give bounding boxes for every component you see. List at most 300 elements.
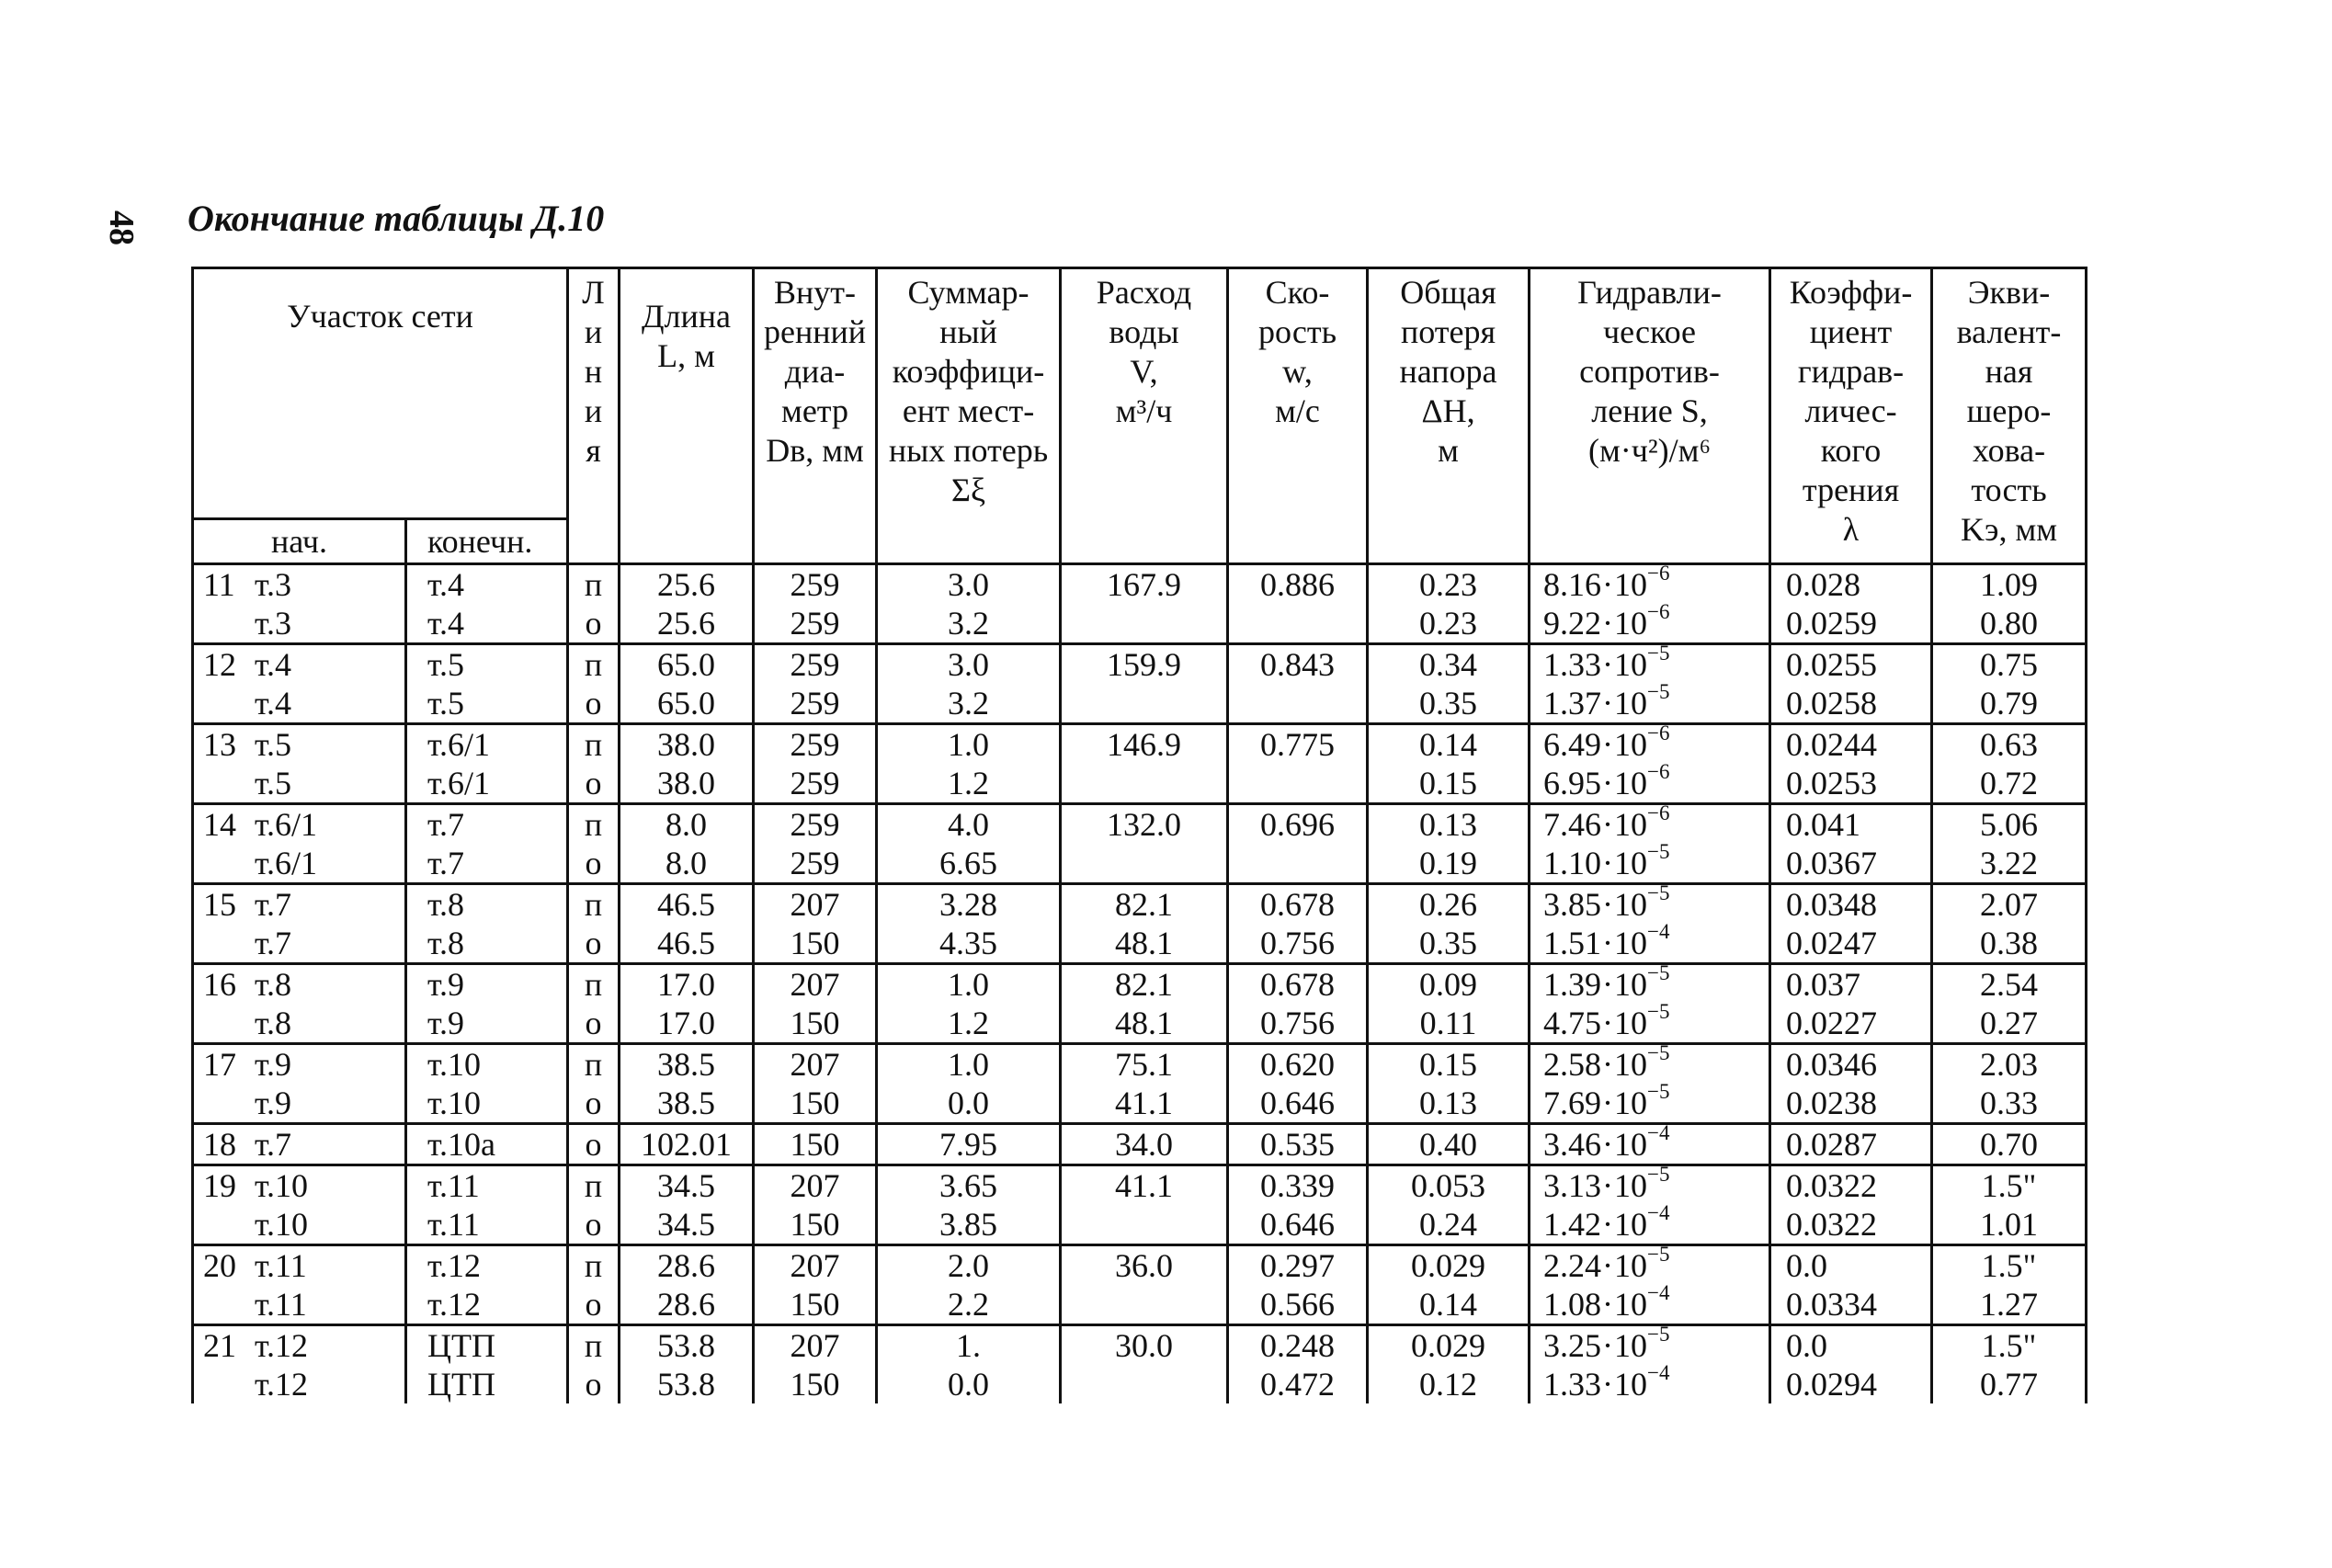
cell-resistance: $8.16\cdot 10^{-6}$	[1530, 564, 1770, 605]
cell-velocity	[1228, 804, 1368, 845]
cell-velocity	[1228, 1205, 1368, 1245]
cell-diameter	[754, 1325, 877, 1366]
head-loss-value: 0.14	[1419, 726, 1478, 763]
head-loss-value: 0.15	[1419, 1046, 1478, 1083]
start-point: т.8	[255, 966, 292, 1003]
cell-line	[568, 1205, 620, 1245]
cell-friction	[1770, 844, 1932, 884]
cell-roughness	[1932, 1365, 2087, 1403]
resistance-exponent: −6	[1647, 600, 1670, 623]
cell-resistance: $1.51\cdot 10^{-4}$	[1530, 924, 1770, 964]
zeta-value: 2.0	[948, 1247, 990, 1284]
table-row	[193, 924, 2087, 964]
cell-line	[568, 884, 620, 925]
zeta-value: 1.2	[948, 765, 990, 801]
flow-value: 41.1	[1115, 1167, 1174, 1204]
friction-value: 0.0367	[1786, 845, 1878, 881]
cell-end	[406, 964, 568, 1005]
header-diameter: Внут- ренний диа- метр Dв, мм	[754, 268, 877, 564]
resistance-exponent: −5	[1647, 881, 1670, 904]
cell-start	[193, 804, 406, 845]
cell-resistance: $1.39\cdot 10^{-5}$	[1530, 964, 1770, 1005]
velocity-value: 0.646	[1260, 1085, 1336, 1121]
head-loss-value: 0.34	[1419, 646, 1478, 683]
table-row	[193, 644, 2087, 685]
cell-length	[620, 844, 754, 884]
head-loss-value: 0.23	[1419, 566, 1478, 603]
cell-roughness	[1932, 1245, 2087, 1286]
roughness-value: 1.5"	[1981, 1247, 2037, 1284]
cell-diameter	[754, 1004, 877, 1044]
resistance-mantissa: 6.95	[1543, 765, 1602, 801]
length-value: 38.0	[657, 765, 716, 801]
roughness-value: 1.5"	[1981, 1167, 2037, 1204]
roughness-value: 0.63	[1980, 726, 2039, 763]
length-value: 46.5	[657, 886, 716, 923]
zeta-value: 4.0	[948, 806, 990, 843]
flow-value: 48.1	[1115, 1005, 1174, 1041]
cell-length	[620, 644, 754, 685]
head-loss-value: 0.11	[1419, 1005, 1477, 1041]
cell-friction	[1770, 564, 1932, 605]
cell-head-loss	[1368, 1004, 1530, 1044]
cell-end	[406, 924, 568, 964]
flow-value: 82.1	[1115, 966, 1174, 1003]
cell-velocity	[1228, 644, 1368, 685]
cell-flow	[1061, 1365, 1228, 1403]
resistance-mantissa: 6.49	[1543, 726, 1602, 763]
table-row	[193, 844, 2087, 884]
length-value: 53.8	[657, 1366, 716, 1403]
cell-end	[406, 884, 568, 925]
cell-roughness	[1932, 644, 2087, 685]
velocity-value: 0.678	[1260, 886, 1336, 923]
header-velocity: Ско- рость w, м/с	[1228, 268, 1368, 564]
line-type: п	[584, 1167, 603, 1204]
cell-diameter	[754, 1205, 877, 1245]
line-type: п	[584, 646, 603, 683]
header-length: Длина L, м	[620, 268, 754, 564]
cell-length	[620, 604, 754, 644]
cell-zeta	[877, 1044, 1061, 1085]
cell-resistance: $2.24\cdot 10^{-5}$	[1530, 1245, 1770, 1286]
cell-line	[568, 684, 620, 724]
cell-resistance: $3.25\cdot 10^{-5}$	[1530, 1325, 1770, 1366]
start-point: т.12	[255, 1327, 309, 1364]
zeta-value: 0.0	[948, 1085, 990, 1121]
start-point: т.3	[255, 605, 292, 642]
cell-end	[406, 564, 568, 605]
roughness-value: 0.75	[1980, 646, 2039, 683]
head-loss-value: 0.26	[1419, 886, 1478, 923]
cell-end	[406, 1124, 568, 1165]
cell-velocity	[1228, 1365, 1368, 1403]
resistance-exponent: −6	[1647, 562, 1670, 585]
table-row	[193, 1205, 2087, 1245]
cell-end	[406, 1325, 568, 1366]
cell-length	[620, 1124, 754, 1165]
length-value: 25.6	[657, 605, 716, 642]
zeta-value: 1.2	[948, 1005, 990, 1041]
cell-line	[568, 644, 620, 685]
cell-flow	[1061, 724, 1228, 765]
cell-friction	[1770, 804, 1932, 845]
flow-value: 167.9	[1107, 566, 1182, 603]
cell-roughness	[1932, 764, 2087, 804]
length-value: 102.01	[641, 1126, 733, 1163]
cell-line	[568, 604, 620, 644]
cell-start	[193, 644, 406, 685]
length-value: 28.6	[657, 1286, 716, 1323]
zeta-value: 3.2	[948, 685, 990, 722]
length-value: 17.0	[657, 966, 716, 1003]
cell-flow	[1061, 764, 1228, 804]
cell-head-loss	[1368, 884, 1530, 925]
roughness-value: 0.80	[1980, 605, 2039, 642]
cell-velocity	[1228, 964, 1368, 1005]
cell-length	[620, 684, 754, 724]
cell-end	[406, 684, 568, 724]
velocity-value: 0.678	[1260, 966, 1336, 1003]
roughness-value: 0.38	[1980, 925, 2039, 961]
table-row	[193, 1124, 2087, 1165]
zeta-value: 7.95	[939, 1126, 998, 1163]
table-body	[193, 564, 2087, 1404]
start-point: т.6/1	[255, 845, 318, 881]
end-point: т.10	[427, 1085, 482, 1121]
flow-value: 48.1	[1115, 925, 1174, 961]
cell-start	[193, 1044, 406, 1085]
cell-velocity	[1228, 1285, 1368, 1325]
resistance-exponent: −5	[1647, 1080, 1670, 1103]
length-value: 25.6	[657, 566, 716, 603]
resistance-mantissa: 1.33	[1543, 1366, 1602, 1403]
cell-friction	[1770, 924, 1932, 964]
head-loss-value: 0.19	[1419, 845, 1478, 881]
cell-resistance: $6.49\cdot 10^{-6}$	[1530, 724, 1770, 765]
section-number: 18	[203, 1126, 236, 1163]
resistance-mantissa: 2.24	[1543, 1247, 1602, 1284]
cell-line	[568, 1124, 620, 1165]
line-type: п	[584, 726, 603, 763]
cell-end	[406, 1004, 568, 1044]
cell-resistance: $7.46\cdot 10^{-6}$	[1530, 804, 1770, 845]
end-point: ЦТП	[427, 1327, 495, 1364]
cell-flow	[1061, 684, 1228, 724]
resistance-exponent: −6	[1647, 760, 1670, 783]
start-point: т.10	[255, 1206, 309, 1243]
cell-line	[568, 1365, 620, 1403]
line-type: п	[584, 1327, 603, 1364]
cell-end	[406, 1285, 568, 1325]
cell-roughness	[1932, 964, 2087, 1005]
line-type: о	[585, 1005, 602, 1041]
cell-start	[193, 1245, 406, 1286]
zeta-value: 3.2	[948, 605, 990, 642]
velocity-value: 0.646	[1260, 1206, 1336, 1243]
line-type: п	[584, 886, 603, 923]
cell-head-loss	[1368, 1245, 1530, 1286]
head-loss-value: 0.15	[1419, 765, 1478, 801]
head-loss-value: 0.40	[1419, 1126, 1478, 1163]
cell-flow	[1061, 1084, 1228, 1124]
cell-flow	[1061, 604, 1228, 644]
cell-head-loss	[1368, 1285, 1530, 1325]
cell-velocity	[1228, 1325, 1368, 1366]
length-value: 38.0	[657, 726, 716, 763]
resistance-exponent: −6	[1647, 722, 1670, 744]
cell-line	[568, 804, 620, 845]
cell-friction	[1770, 1285, 1932, 1325]
velocity-value: 0.297	[1260, 1247, 1336, 1284]
flow-value: 36.0	[1115, 1247, 1174, 1284]
cell-resistance: $3.13\cdot 10^{-5}$	[1530, 1165, 1770, 1206]
velocity-value: 0.472	[1260, 1366, 1336, 1403]
end-point: т.11	[427, 1206, 480, 1243]
cell-diameter	[754, 684, 877, 724]
resistance-exponent: −5	[1647, 1243, 1670, 1266]
start-point: т.6/1	[255, 806, 318, 843]
cell-velocity	[1228, 604, 1368, 644]
section-number: 13	[203, 726, 236, 763]
cell-velocity	[1228, 564, 1368, 605]
start-point: т.7	[255, 1126, 292, 1163]
section-number: 21	[203, 1327, 236, 1364]
cell-start	[193, 684, 406, 724]
friction-value: 0.037	[1786, 966, 1861, 1003]
table-row	[193, 1044, 2087, 1085]
cell-diameter	[754, 844, 877, 884]
cell-flow	[1061, 1285, 1228, 1325]
line-type: о	[585, 1286, 602, 1323]
friction-value: 0.0244	[1786, 726, 1878, 763]
cell-start	[193, 1205, 406, 1245]
cell-zeta	[877, 724, 1061, 765]
cell-diameter	[754, 1084, 877, 1124]
cell-zeta	[877, 1124, 1061, 1165]
cell-end	[406, 844, 568, 884]
resistance-exponent: −4	[1647, 1201, 1670, 1224]
cell-head-loss	[1368, 604, 1530, 644]
cell-head-loss	[1368, 844, 1530, 884]
cell-zeta	[877, 1004, 1061, 1044]
cell-head-loss	[1368, 924, 1530, 964]
head-loss-value: 0.12	[1419, 1366, 1478, 1403]
cell-length	[620, 1165, 754, 1206]
cell-friction	[1770, 1084, 1932, 1124]
line-type: п	[584, 1247, 603, 1284]
friction-value: 0.0247	[1786, 925, 1878, 961]
cell-resistance: $1.33\cdot 10^{-4}$	[1530, 1365, 1770, 1403]
line-type: п	[584, 806, 603, 843]
start-point: т.3	[255, 566, 292, 603]
diameter-value: 259	[790, 685, 840, 722]
resistance-mantissa: 1.33	[1543, 646, 1602, 683]
cell-head-loss	[1368, 1124, 1530, 1165]
start-point: т.4	[255, 685, 292, 722]
cell-start	[193, 764, 406, 804]
friction-value: 0.028	[1786, 566, 1861, 603]
page-number: 48	[102, 210, 141, 245]
cell-start	[193, 884, 406, 925]
header-line: Л и н и я	[568, 268, 620, 564]
cell-head-loss	[1368, 964, 1530, 1005]
cell-head-loss	[1368, 1325, 1530, 1366]
diameter-value: 207	[790, 1167, 840, 1204]
end-point: т.8	[427, 886, 465, 923]
cell-roughness	[1932, 804, 2087, 845]
cell-diameter	[754, 1165, 877, 1206]
head-loss-value: 0.029	[1411, 1247, 1486, 1284]
cell-length	[620, 1365, 754, 1403]
diameter-value: 259	[790, 806, 840, 843]
resistance-mantissa: 7.69	[1543, 1085, 1602, 1121]
zeta-value: 3.0	[948, 646, 990, 683]
start-point: т.8	[255, 1005, 292, 1041]
resistance-exponent: −5	[1647, 642, 1670, 665]
cell-flow	[1061, 1245, 1228, 1286]
diameter-value: 259	[790, 566, 840, 603]
cell-start	[193, 604, 406, 644]
line-type: п	[584, 966, 603, 1003]
cell-roughness	[1932, 1084, 2087, 1124]
resistance-mantissa: 1.39	[1543, 966, 1602, 1003]
cell-diameter	[754, 764, 877, 804]
diameter-value: 150	[790, 1366, 840, 1403]
cell-diameter	[754, 884, 877, 925]
cell-zeta	[877, 884, 1061, 925]
cell-head-loss	[1368, 644, 1530, 685]
length-value: 8.0	[665, 845, 708, 881]
table-row	[193, 804, 2087, 845]
cell-length	[620, 924, 754, 964]
head-loss-value: 0.13	[1419, 806, 1478, 843]
friction-value: 0.0346	[1786, 1046, 1878, 1083]
velocity-value: 0.339	[1260, 1167, 1336, 1204]
end-point: т.11	[427, 1167, 480, 1204]
start-point: т.7	[255, 925, 292, 961]
cell-flow	[1061, 1165, 1228, 1206]
header-section: Участок сети	[193, 268, 568, 519]
cell-velocity	[1228, 1084, 1368, 1124]
start-point: т.7	[255, 886, 292, 923]
cell-friction	[1770, 1044, 1932, 1085]
table-header	[193, 268, 2087, 564]
cell-start	[193, 1004, 406, 1044]
section-number: 17	[203, 1046, 236, 1083]
roughness-value: 2.07	[1980, 886, 2039, 923]
diameter-value: 259	[790, 765, 840, 801]
cell-diameter	[754, 644, 877, 685]
line-type: о	[585, 685, 602, 722]
cell-resistance: $1.37\cdot 10^{-5}$	[1530, 684, 1770, 724]
resistance-exponent: −6	[1647, 801, 1670, 824]
length-value: 8.0	[665, 806, 708, 843]
friction-value: 0.0287	[1786, 1126, 1878, 1163]
length-value: 38.5	[657, 1085, 716, 1121]
friction-value: 0.0227	[1786, 1005, 1878, 1041]
cell-diameter	[754, 1044, 877, 1085]
cell-flow	[1061, 964, 1228, 1005]
cell-zeta	[877, 1365, 1061, 1403]
friction-value: 0.0	[1786, 1247, 1828, 1284]
cell-friction	[1770, 1004, 1932, 1044]
cell-flow	[1061, 1004, 1228, 1044]
end-point: т.9	[427, 1005, 465, 1041]
cell-end	[406, 804, 568, 845]
section-number: 20	[203, 1247, 236, 1284]
resistance-exponent: −5	[1647, 1041, 1670, 1064]
diameter-value: 259	[790, 726, 840, 763]
cell-roughness	[1932, 564, 2087, 605]
cell-friction	[1770, 1365, 1932, 1403]
resistance-mantissa: 3.85	[1543, 886, 1602, 923]
cell-diameter	[754, 724, 877, 765]
cell-resistance: $4.75\cdot 10^{-5}$	[1530, 1004, 1770, 1044]
resistance-exponent: −5	[1647, 840, 1670, 863]
velocity-value: 0.756	[1260, 1005, 1336, 1041]
section-number: 11	[203, 566, 235, 603]
friction-value: 0.0348	[1786, 886, 1878, 923]
diameter-value: 207	[790, 1247, 840, 1284]
end-point: т.5	[427, 646, 465, 683]
cell-zeta	[877, 1205, 1061, 1245]
cell-velocity	[1228, 764, 1368, 804]
cell-head-loss	[1368, 1365, 1530, 1403]
cell-roughness	[1932, 884, 2087, 925]
roughness-value: 1.27	[1980, 1286, 2039, 1323]
flow-value: 34.0	[1115, 1126, 1174, 1163]
end-point: ЦТП	[427, 1366, 495, 1403]
diameter-value: 259	[790, 646, 840, 683]
cell-length	[620, 724, 754, 765]
resistance-mantissa: 8.16	[1543, 566, 1602, 603]
end-point: т.5	[427, 685, 465, 722]
cell-velocity	[1228, 684, 1368, 724]
cell-start	[193, 564, 406, 605]
end-point: т.8	[427, 925, 465, 961]
end-point: т.10	[427, 1046, 482, 1083]
flow-value: 82.1	[1115, 886, 1174, 923]
zeta-value: 2.2	[948, 1286, 990, 1323]
end-point: т.12	[427, 1247, 482, 1284]
start-point: т.10	[255, 1167, 309, 1204]
roughness-value: 3.22	[1980, 845, 2039, 881]
cell-start	[193, 964, 406, 1005]
cell-diameter	[754, 964, 877, 1005]
zeta-value: 1.0	[948, 1046, 990, 1083]
line-type: о	[585, 845, 602, 881]
cell-flow	[1061, 884, 1228, 925]
length-value: 65.0	[657, 646, 716, 683]
cell-roughness	[1932, 684, 2087, 724]
cell-zeta	[877, 684, 1061, 724]
cell-line	[568, 1044, 620, 1085]
line-type: п	[584, 566, 603, 603]
cell-end	[406, 1165, 568, 1206]
cell-velocity	[1228, 884, 1368, 925]
roughness-value: 0.77	[1980, 1366, 2039, 1403]
cell-roughness	[1932, 1124, 2087, 1165]
cell-roughness	[1932, 724, 2087, 765]
cell-velocity	[1228, 1124, 1368, 1165]
cell-friction	[1770, 764, 1932, 804]
zeta-value: 1.0	[948, 966, 990, 1003]
diameter-value: 150	[790, 1286, 840, 1323]
diameter-value: 259	[790, 605, 840, 642]
resistance-mantissa: 2.58	[1543, 1046, 1602, 1083]
cell-flow	[1061, 1044, 1228, 1085]
